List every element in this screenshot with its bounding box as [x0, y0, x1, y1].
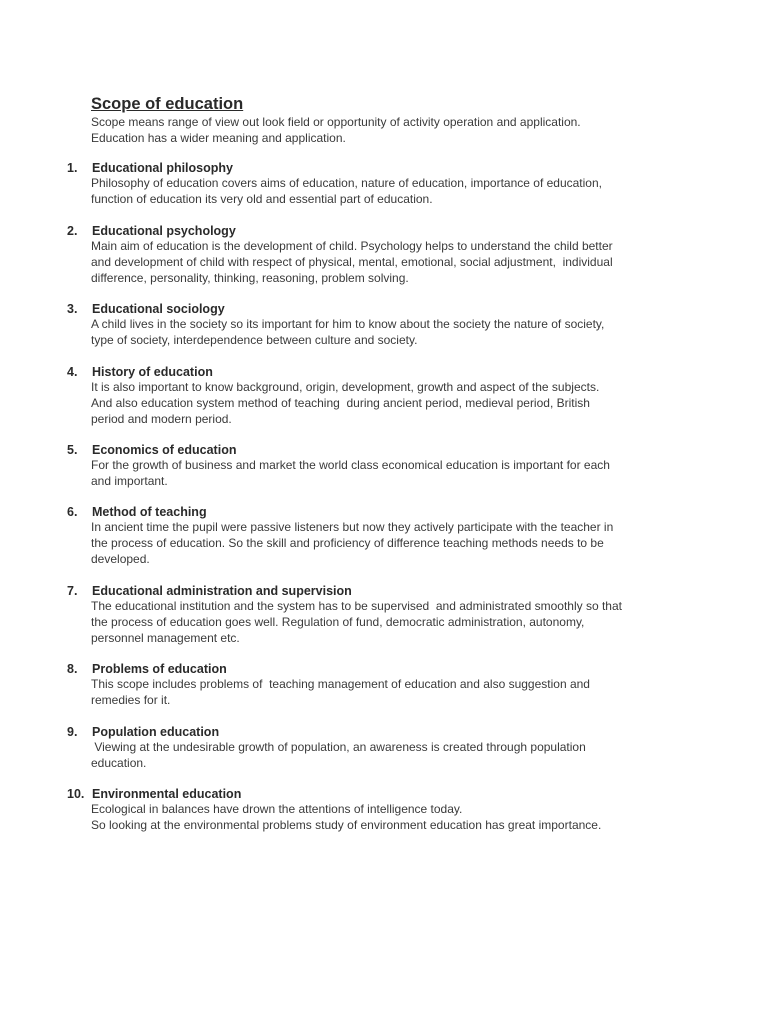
body-line: A child lives in the society so its important for him to know about the society the nature of society,	[91, 317, 605, 331]
section-body	[91, 802, 691, 834]
section-heading: Educational administration and supervision	[92, 584, 352, 598]
section-body	[91, 458, 691, 490]
section-heading: Method of teaching	[92, 505, 207, 519]
section-number: 1.	[67, 161, 78, 175]
body-line: period and modern period.	[91, 411, 232, 426]
body-line: Main aim of education is the development of child. Psychology helps to understand the child better	[91, 239, 613, 253]
body-line: the process of education goes well. Regulation of fund, democratic administration, autonomy,	[91, 614, 585, 629]
section-number: 3.	[67, 302, 78, 316]
section-heading: Educational philosophy	[92, 161, 233, 175]
body-line: In ancient time the pupil were passive listeners but now they actively participate with the teacher in	[91, 520, 614, 534]
body-line: function of education its very old and essential part of education.	[91, 191, 433, 206]
body-line: The educational institution and the system has to be supervised and administrated smoothly so that	[91, 599, 622, 613]
section-body	[91, 599, 691, 646]
body-line: remedies for it.	[91, 692, 171, 707]
body-line: personnel management etc.	[91, 630, 240, 645]
section-body	[91, 239, 691, 286]
section-heading: Population education	[92, 725, 220, 739]
body-line: and important.	[91, 473, 168, 488]
body-line: difference, personality, thinking, reasoning, problem solving.	[91, 270, 409, 285]
section-number: 6.	[67, 505, 78, 519]
section-heading: Educational sociology	[92, 302, 225, 316]
section-heading: Economics of education	[92, 443, 237, 457]
section-body	[91, 380, 691, 427]
body-line: And also education system method of teaching during ancient period, medieval period, British	[91, 395, 590, 410]
section-number: 5.	[67, 443, 78, 457]
section-heading: Educational psychology	[92, 224, 236, 238]
intro-line: Education has a wider meaning and application.	[91, 131, 346, 145]
body-line: This scope includes problems of teaching management of education and also suggestion and	[91, 677, 590, 691]
body-line: developed.	[91, 551, 150, 566]
section-number: 4.	[67, 365, 78, 379]
body-line: It is also important to know background, origin, development, growth and aspect of the subjects.	[91, 380, 600, 394]
section-body	[91, 677, 691, 709]
section-body	[91, 176, 691, 208]
body-line: For the growth of business and market the world class economical education is important for each	[91, 458, 610, 472]
body-line: Ecological in balances have drown the attentions of intelligence today.	[91, 802, 463, 816]
section-body	[91, 317, 691, 349]
page-title: Scope of education	[91, 95, 244, 113]
section-number: 10.	[67, 787, 85, 801]
body-line: education.	[91, 755, 147, 770]
body-line: Philosophy of education covers aims of education, nature of education, importance of education,	[91, 176, 602, 190]
section-number: 2.	[67, 224, 78, 238]
section-body	[91, 520, 691, 567]
intro-paragraph	[91, 114, 691, 146]
section-heading: Problems of education	[92, 662, 227, 676]
body-line: and development of child with respect of physical, mental, emotional, social adjustment, individual	[91, 254, 613, 269]
body-line: type of society, interdependence between culture and society.	[91, 332, 418, 347]
section-number: 9.	[67, 725, 78, 739]
section-heading: History of education	[92, 365, 213, 379]
body-line: Viewing at the undesirable growth of population, an awareness is created through population	[91, 740, 586, 754]
intro-line: Scope means range of view out look field or opportunity of activity operation and application.	[91, 115, 581, 129]
body-line: So looking at the environmental problems study of environment education has great importance.	[91, 817, 602, 832]
section-number: 8.	[67, 662, 78, 676]
section-heading: Environmental education	[92, 787, 242, 801]
section-body	[91, 740, 691, 772]
section-number: 7.	[67, 584, 78, 598]
body-line: the process of education. So the skill and proficiency of difference teaching methods needs to be	[91, 535, 604, 550]
